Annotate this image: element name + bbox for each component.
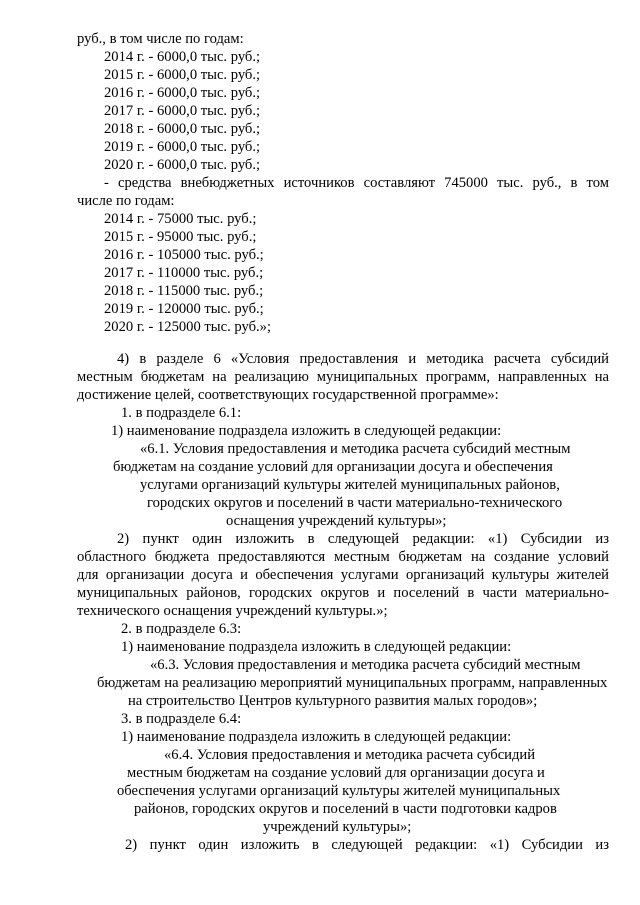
title-6-1-line: оснащения учреждений культуры»; (226, 513, 447, 529)
title-6-3-line: бюджетам на реализацию мероприятий муниципальных программ, направленных (97, 675, 608, 691)
budget-year-line: 2015 г. - 6000,0 тыс. руб.; (104, 67, 261, 83)
title-6-3-line: «6.3. Условия предоставления и методика расчета субсидий местным (150, 657, 581, 673)
budget-year-line: 2016 г. - 6000,0 тыс. руб.; (104, 85, 261, 101)
subsection-6-1-point2-line: областного бюджета предоставляются местным бюджетам на создание условий (77, 549, 609, 565)
extra-year-line: 2014 г. - 75000 тыс. руб.; (104, 211, 257, 227)
subsection-6-4-point2-line: 2) пункт один изложить в следующей редакции: «1) Субсидии из (125, 837, 609, 853)
title-6-1-line: «6.1. Условия предоставления и методика расчета субсидий местным (140, 441, 571, 457)
title-6-4-line: местным бюджетам на создание условий для организации досуга и (127, 765, 545, 781)
title-6-4-line: обеспечения услугами организаций культуры жителей муниципальных (117, 783, 561, 799)
title-6-4-line: «6.4. Условия предоставления и методика расчета субсидий (164, 747, 536, 763)
title-6-1-line: услугами организаций культуры жителей муниципальных районов, (140, 477, 560, 493)
title-6-4-line: районов, городских округов и поселений в части подготовки кадров (134, 801, 557, 817)
extra-year-line: 2017 г. - 110000 тыс. руб.; (104, 265, 264, 281)
subsection-6-1-point2-line: для организации досуга и обеспечения услугами организаций культуры жителей (77, 567, 609, 583)
extra-year-line: 2015 г. - 95000 тыс. руб.; (104, 229, 257, 245)
subsection-6-1-heading: 1. в подразделе 6.1: (121, 405, 242, 421)
title-6-4-line: учреждений культуры»; (263, 819, 412, 835)
budget-year-line: 2020 г. - 6000,0 тыс. руб.; (104, 157, 261, 173)
item4-line: местным бюджетам на реализацию муниципальных программ, направленных на (77, 369, 609, 385)
extra-intro-line: числе по годам: (77, 193, 175, 209)
budget-year-line: 2019 г. - 6000,0 тыс. руб.; (104, 139, 261, 155)
extra-year-line: 2019 г. - 120000 тыс. руб.; (104, 301, 264, 317)
extra-year-line: 2016 г. - 105000 тыс. руб.; (104, 247, 264, 263)
budget-intro: руб., в том числе по годам: (77, 31, 244, 47)
extra-year-line: 2018 г. - 115000 тыс. руб.; (104, 283, 264, 299)
subsection-6-3-point1: 1) наименование подраздела изложить в следующей редакции: (121, 639, 512, 655)
subsection-6-4-heading: 3. в подразделе 6.4: (121, 711, 242, 727)
budget-year-line: 2018 г. - 6000,0 тыс. руб.; (104, 121, 261, 137)
subsection-6-1-point2-line: муниципальных районов, городских округов и поселений в части материально- (77, 585, 609, 601)
budget-year-line: 2014 г. - 6000,0 тыс. руб.; (104, 49, 261, 65)
subsection-6-1-point2-line: 2) пункт один изложить в следующей редакции: «1) Субсидии из (117, 531, 609, 547)
item4-line: достижение целей, соответствующих государственной программе»: (77, 387, 499, 403)
extra-intro-line: - средства внебюджетных источников составляют 745000 тыс. руб., в том (104, 175, 609, 191)
extra-year-line: 2020 г. - 125000 тыс. руб.»; (104, 319, 272, 335)
budget-year-line: 2017 г. - 6000,0 тыс. руб.; (104, 103, 261, 119)
subsection-6-3-heading: 2. в подразделе 6.3: (121, 621, 242, 637)
title-6-3-line: на строительство Центров культурного развития малых городов»; (128, 693, 538, 709)
subsection-6-1-point2-line: технического оснащения учреждений культуры.»; (77, 603, 388, 619)
subsection-6-4-point1: 1) наименование подраздела изложить в следующей редакции: (121, 729, 512, 745)
item4-line: 4) в разделе 6 «Условия предоставления и методика расчета субсидий (117, 351, 609, 367)
subsection-6-1-point1: 1) наименование подраздела изложить в следующей редакции: (111, 423, 502, 439)
title-6-1-line: городских округов и поселений в части материально-технического (147, 495, 563, 511)
title-6-1-line: бюджетам на создание условий для организации досуга и обеспечения (113, 459, 553, 475)
